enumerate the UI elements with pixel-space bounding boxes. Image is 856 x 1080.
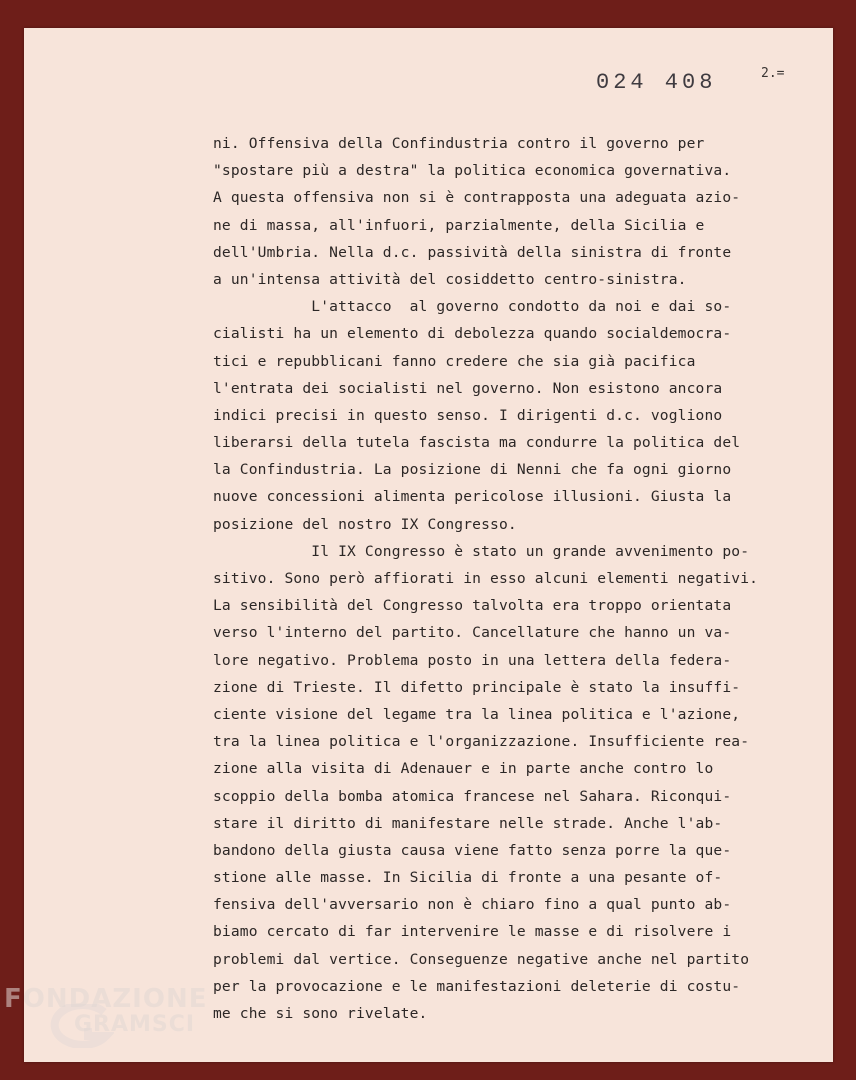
page-number: 2.= [761,66,785,81]
text-line: A questa offensiva non si è contrapposta una adeguata azio- [213,189,741,207]
text-line: biamo cercato di far intervenire le masse e di risolvere i [213,923,732,941]
text-line: lore negativo. Problema posto in una lettera della federa- [213,651,732,669]
text-line: posizione del nostro IX Congresso. [213,515,517,533]
text-line: la Confindustria. La posizione di Nenni che fa ogni giorno [213,461,732,479]
text-line: indici precisi in questo senso. I dirigenti d.c. vogliono [213,406,723,424]
gramsci-logo-icon [44,1004,114,1048]
text-line: me che si sono rivelate. [213,1005,428,1022]
text-line: tici e repubblicani fanno credere che sia già pacifica [213,352,696,370]
text-line: nuove concessioni alimenta pericolose illusioni. Giusta la [213,488,732,506]
text-line: "spostare più a destra" la politica economica governativa. [213,162,732,180]
text-line: per la provocazione e le manifestazioni deleterie di costu- [213,977,741,995]
text-line: L'attacco al governo condotto da noi e dai so- [213,298,732,316]
text-line: cialisti ha un elemento di debolezza quando socialdemocra- [213,325,732,343]
text-line: scoppio della bomba atomica francese nel Sahara. Riconqui- [213,787,732,805]
fondazione-gramsci-watermark [4,986,207,1036]
archive-stamp-number: 024 408 [596,70,717,95]
text-line: dell'Umbria. Nella d.c. passività della sinistra di fronte [213,243,732,261]
watermark-line-2: GRAMSCI [74,1012,196,1037]
text-line: zione di Trieste. Il difetto principale è stato la insuffi- [213,678,741,696]
text-line: ne di massa, all'infuori, parzialmente, della Sicilia e [213,216,705,234]
text-line: Il IX Congresso è stato un grande avvenimento po- [213,542,750,560]
text-line: verso l'interno del partito. Cancellature che hanno un va- [213,624,732,642]
text-line: ciente visione del legame tra la linea politica e l'azione, [213,705,741,723]
text-line: La sensibilità del Congresso talvolta era troppo orientata [213,597,732,615]
text-line: problemi dal vertice. Conseguenze negative anche nel partito [213,950,750,968]
text-line: stione alle masse. In Sicilia di fronte a una pesante of- [213,869,723,887]
text-line: bandono della giusta causa viene fatto senza porre la que- [213,841,732,859]
text-line: l'entrata dei socialisti nel governo. Non esistono ancora [213,379,723,397]
text-line: sitivo. Sono però affiorati in esso alcuni elementi negativi. [213,570,759,587]
text-line: ni. Offensiva della Confindustria contro il governo per [213,135,705,152]
text-line: a un'intensa attività del cosiddetto centro-sinistra. [213,270,687,288]
text-line: liberarsi della tutela fascista ma condurre la politica del [213,434,741,452]
document-body-text [213,130,813,1027]
text-line: fensiva dell'avversario non è chiaro fino a qual punto ab- [213,896,732,914]
text-line: zione alla visita di Adenauer e in parte anche contro lo [213,760,714,778]
text-line: stare il diritto di manifestare nelle strade. Anche l'ab- [213,814,723,832]
text-line: tra la linea politica e l'organizzazione. Insufficiente rea- [213,733,750,751]
watermark-line-1: FONDAZIONE [4,984,208,1014]
